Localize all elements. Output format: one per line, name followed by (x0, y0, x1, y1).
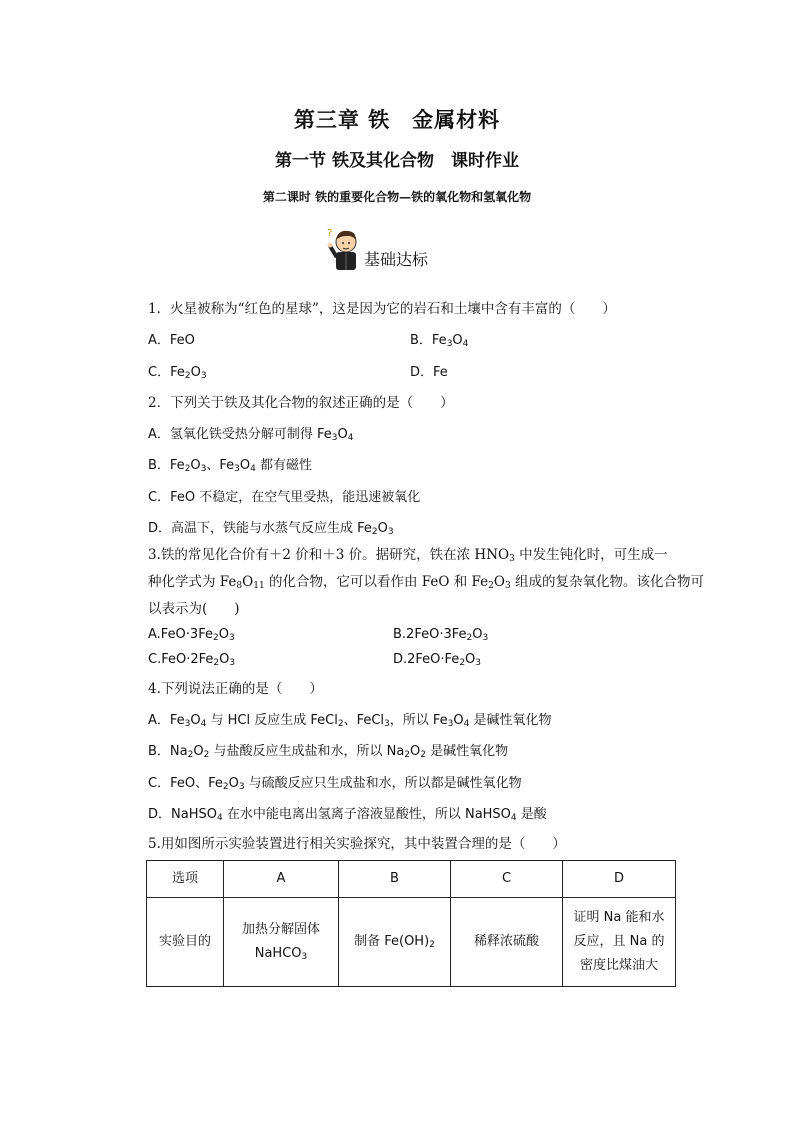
q3-option-b: $B.2FeO\cdot 3Fe_2O_3$ (393, 627, 489, 643)
table-row-label: 实验目的 (147, 898, 224, 987)
q2-option-b: B．$Fe_2O_3$、$Fe_3O_4$ 都有磁性 (148, 458, 312, 474)
q1-option-a: A．FeO (148, 333, 195, 348)
section-title: 第一节 铁及其化合物 课时作业 (275, 151, 519, 171)
table-header-row (147, 861, 676, 898)
section-banner-label: 基础达标 (364, 250, 429, 269)
q4-option-a: A．$Fe_3O_4$ 与 HCl 反应生成 FeCl$_2$、FeCl$_3$，所以 $Fe_3O_4$ 是碱性氧化物 (148, 713, 552, 729)
table-cell-c: 稀释浓硫酸 (451, 898, 563, 987)
q1-option-c: C．$Fe_2O_3$ (148, 365, 207, 381)
q1-stem: 1．火星被称为“红色的星球”，这是因为它的岩石和土壤中含有丰富的（ ） (148, 301, 616, 317)
table-header-cell: D (563, 861, 676, 898)
svg-text:?: ? (327, 228, 333, 239)
table-header-cell: B (339, 861, 451, 898)
lesson-title: 第二课时 铁的重要化合物—铁的氧化物和氢氧化物 (262, 190, 532, 204)
q3-option-a: $A.FeO\cdot 3Fe_2O_3$ (148, 627, 235, 643)
q4-option-c: C．FeO、$Fe_2O_3$ 与硫酸反应只生成盐和水，所以都是碱性氧化物 (148, 776, 522, 792)
table-header-cell: 选项 (147, 861, 224, 898)
table-cell-d: 证明 Na 能和水 反应，且 Na 的 密度比煤油大 (563, 898, 676, 987)
table-cell-b: 制备 $Fe(OH)_2$ (339, 898, 451, 987)
q1-option-d: D．Fe (410, 365, 448, 380)
q3-stem-line3: 以表示为( ) (148, 601, 240, 617)
q2-option-d: D．高温下，铁能与水蒸气反应生成 $Fe_2O_3$ (148, 521, 394, 537)
q4-option-d: D．NaHSO$_4$ 在水中能电离出氢离子溶液显酸性，所以 NaHSO$_4$ 是酸 (148, 807, 547, 823)
q1-option-b: B．$Fe_3O_4$ (410, 333, 469, 349)
q2-option-c: C．FeO 不稳定，在空气里受热，能迅速被氧化 (148, 490, 421, 505)
q5-experiment-table (146, 860, 676, 987)
q2-stem: 2．下列关于铁及其化合物的叙述正确的是（ ） (148, 395, 454, 411)
q5-stem: 5.用如图所示实验装置进行相关实验探究，其中装置合理的是（ ） (148, 836, 566, 852)
table-cell-a: 加热分解固体 NaHCO$_3$ (224, 898, 339, 987)
table-header-cell: C (451, 861, 563, 898)
q4-option-b: B．$Na_2O_2$ 与盐酸反应生成盐和水，所以 $Na_2O_2$ 是碱性氧化物 (148, 744, 509, 760)
q2-option-a: A．氢氧化铁受热分解可制得 $Fe_3O_4$ (148, 427, 354, 443)
table-row (147, 898, 676, 987)
table-header-cell: A (224, 861, 339, 898)
student-thinking-icon (324, 226, 364, 272)
section-banner (324, 226, 428, 272)
q3-option-c: $C.FeO\cdot 2Fe_2O_3$ (148, 652, 236, 668)
q3-stem-line1: 3.铁的常见化合价有＋2 价和＋3 价。据研究，铁在浓 $HNO_3$ 中发生钝化时，可生成一 (148, 547, 668, 564)
q3-stem-line2: 种化学式为 $Fe_8O_{11}$ 的化合物，它可以看作由 FeO 和 $Fe_2O_3$ 组成的复杂氧化物。该化合物可 (148, 574, 704, 591)
q4-stem: 4.下列说法正确的是（ ） (148, 681, 323, 697)
chapter-title: 第三章 铁 金属材料 (293, 107, 501, 132)
q3-option-d: $D.2FeO\cdot Fe_2O_3$ (393, 652, 482, 668)
